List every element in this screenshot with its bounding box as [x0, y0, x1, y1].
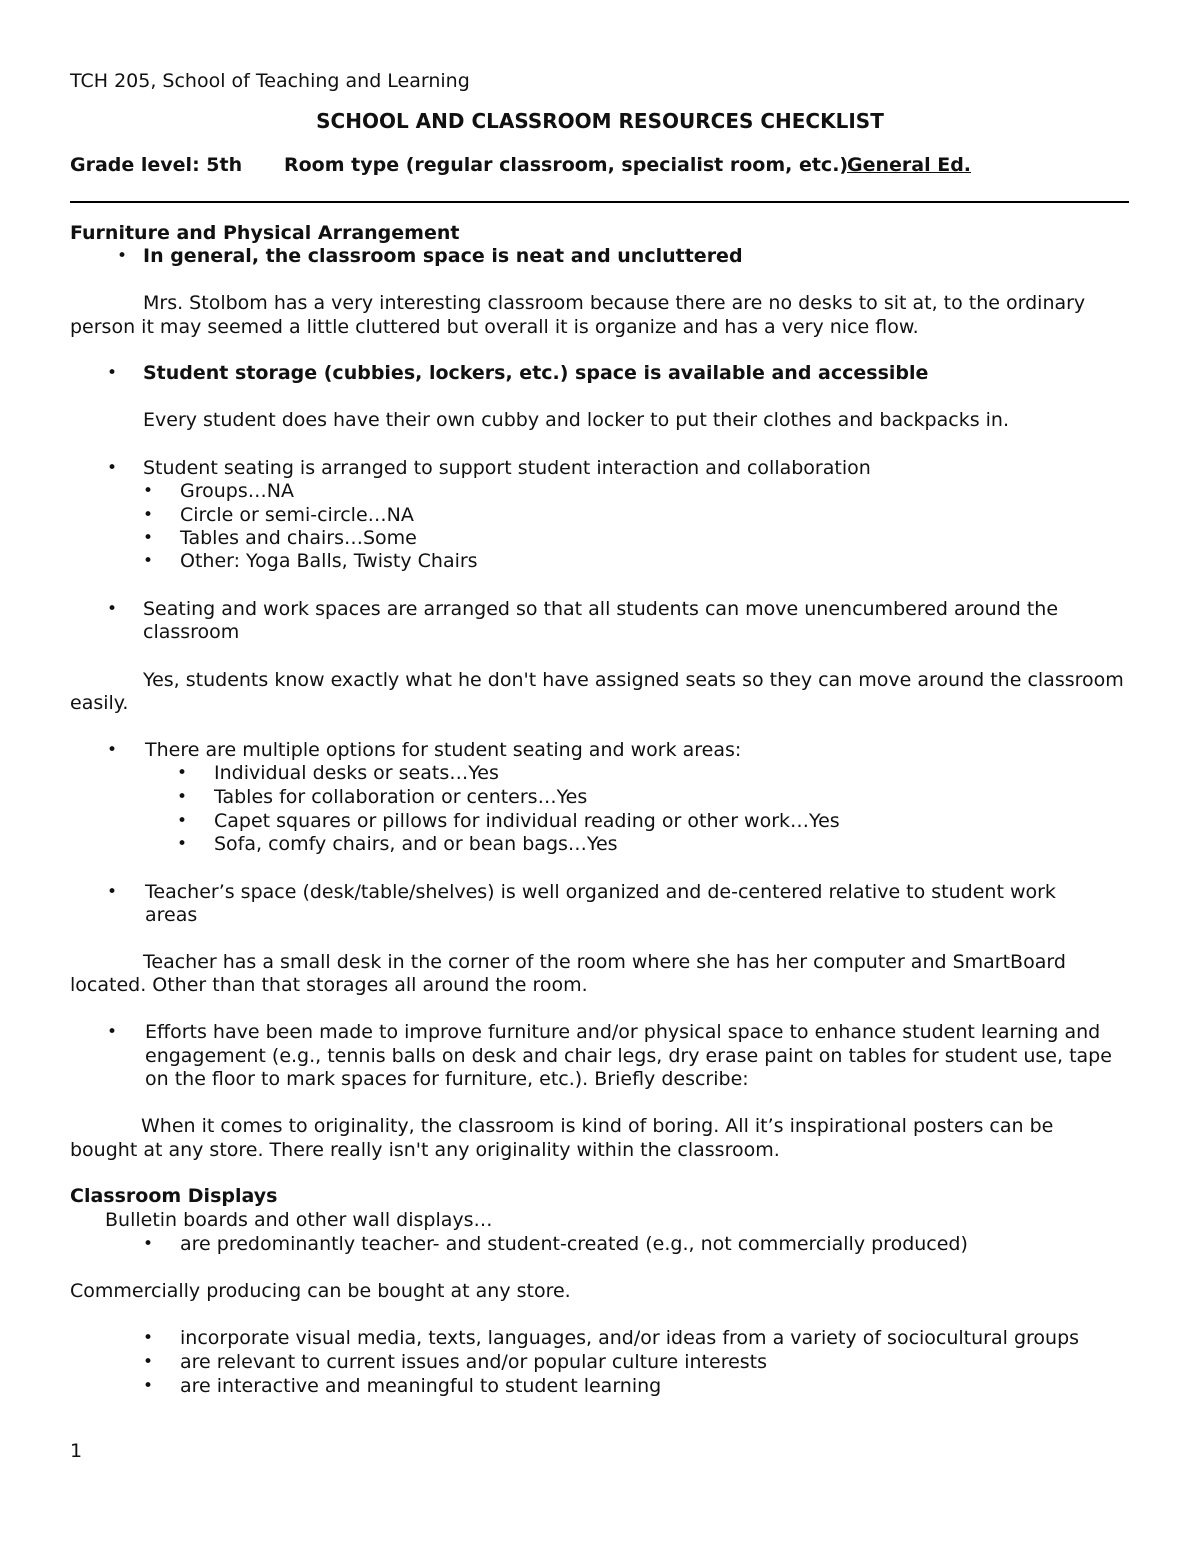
sub-item: Individual desks or seats…Yes	[214, 762, 499, 784]
bullet-icon: •	[107, 1022, 118, 1042]
checklist-item: Efforts have been made to improve furniture and/or physical space to enhance student learning and	[145, 1021, 1101, 1043]
page-number: 1	[70, 1440, 83, 1462]
response-text: person it may seemed a little cluttered but overall it is organize and has a very nice flow.	[70, 316, 919, 338]
bullet-icon: •	[107, 882, 118, 902]
bullet-icon: •	[107, 599, 118, 619]
bullet-icon: •	[107, 363, 118, 383]
bullet-icon: •	[177, 763, 188, 783]
response-text: bought at any store. There really isn't any originality within the classroom.	[70, 1139, 780, 1161]
sub-item: Tables for collaboration or centers…Yes	[214, 786, 588, 808]
sub-item: Capet squares or pillows for individual reading or other work…Yes	[214, 810, 840, 832]
room-type-value: General Ed.	[847, 154, 972, 176]
room-type-label: Room type (regular classroom, specialist room, etc.)	[284, 154, 849, 176]
response-text: Teacher has a small desk in the corner of the room where she has her computer and SmartBoard	[143, 951, 1066, 973]
response-text: When it comes to originality, the classroom is kind of boring. All it’s inspirational posters can be	[141, 1115, 1054, 1137]
course-header: TCH 205, School of Teaching and Learning	[70, 70, 470, 92]
sub-item: incorporate visual media, texts, languages, and/or ideas from a variety of sociocultural groups	[180, 1327, 1080, 1349]
bullet-icon: •	[177, 834, 188, 854]
bullet-icon: •	[117, 246, 128, 266]
checklist-item: engagement (e.g., tennis balls on desk and chair legs, dry erase paint on tables for student use, tape	[145, 1045, 1112, 1067]
bullet-icon: •	[177, 787, 188, 807]
response-text: located. Other than that storages all around the room.	[70, 974, 588, 996]
response-text: easily.	[70, 692, 129, 714]
bullet-icon: •	[143, 1234, 154, 1254]
checklist-item: Seating and work spaces are arranged so that all students can move unencumbered around the	[143, 598, 1059, 620]
grade-level: Grade level: 5th	[70, 154, 243, 176]
checklist-item: on the floor to mark spaces for furniture, etc.). Briefly describe:	[145, 1068, 749, 1090]
sub-item: Sofa, comfy chairs, and or bean bags…Yes	[214, 833, 618, 855]
header-divider	[70, 201, 1129, 203]
sub-item: are relevant to current issues and/or popular culture interests	[180, 1351, 768, 1373]
bullet-icon: •	[143, 1376, 154, 1396]
bullet-icon: •	[143, 481, 154, 501]
sub-item: Groups…NA	[180, 480, 294, 502]
checklist-item: Student storage (cubbies, lockers, etc.) space is available and accessible	[143, 362, 929, 384]
bullet-icon: •	[143, 528, 154, 548]
response-text: Commercially producing can be bought at any store.	[70, 1280, 571, 1302]
response-text: Yes, students know exactly what he don't have assigned seats so they can move around the classroom	[143, 669, 1124, 691]
sub-item: are interactive and meaningful to student learning	[180, 1375, 662, 1397]
checklist-item: classroom	[143, 621, 240, 643]
section-intro: Bulletin boards and other wall displays…	[105, 1209, 493, 1231]
bullet-icon: •	[177, 811, 188, 831]
response-text: Mrs. Stolbom has a very interesting classroom because there are no desks to sit at, to the ordinary	[143, 292, 1086, 314]
checklist-item: In general, the classroom space is neat and uncluttered	[143, 245, 743, 267]
checklist-item: Teacher’s space (desk/table/shelves) is well organized and de-centered relative to student work	[145, 881, 1056, 903]
section-heading-displays: Classroom Displays	[70, 1185, 278, 1207]
sub-item: Circle or semi-circle…NA	[180, 504, 414, 526]
bullet-icon: •	[143, 551, 154, 571]
document-title: SCHOOL AND CLASSROOM RESOURCES CHECKLIST	[316, 109, 884, 133]
checklist-item: There are multiple options for student seating and work areas:	[145, 739, 742, 761]
bullet-icon: •	[143, 1352, 154, 1372]
section-heading-furniture: Furniture and Physical Arrangement	[70, 222, 460, 244]
sub-item: Tables and chairs…Some	[180, 527, 417, 549]
sub-item: are predominantly teacher- and student-created (e.g., not commercially produced)	[180, 1233, 968, 1255]
sub-item: Other: Yoga Balls, Twisty Chairs	[180, 550, 478, 572]
bullet-icon: •	[143, 505, 154, 525]
bullet-icon: •	[143, 1328, 154, 1348]
bullet-icon: •	[107, 458, 118, 478]
checklist-item: areas	[145, 904, 198, 926]
response-text: Every student does have their own cubby and locker to put their clothes and backpacks in.	[143, 409, 1010, 431]
checklist-item: Student seating is arranged to support student interaction and collaboration	[143, 457, 871, 479]
bullet-icon: •	[107, 740, 118, 760]
